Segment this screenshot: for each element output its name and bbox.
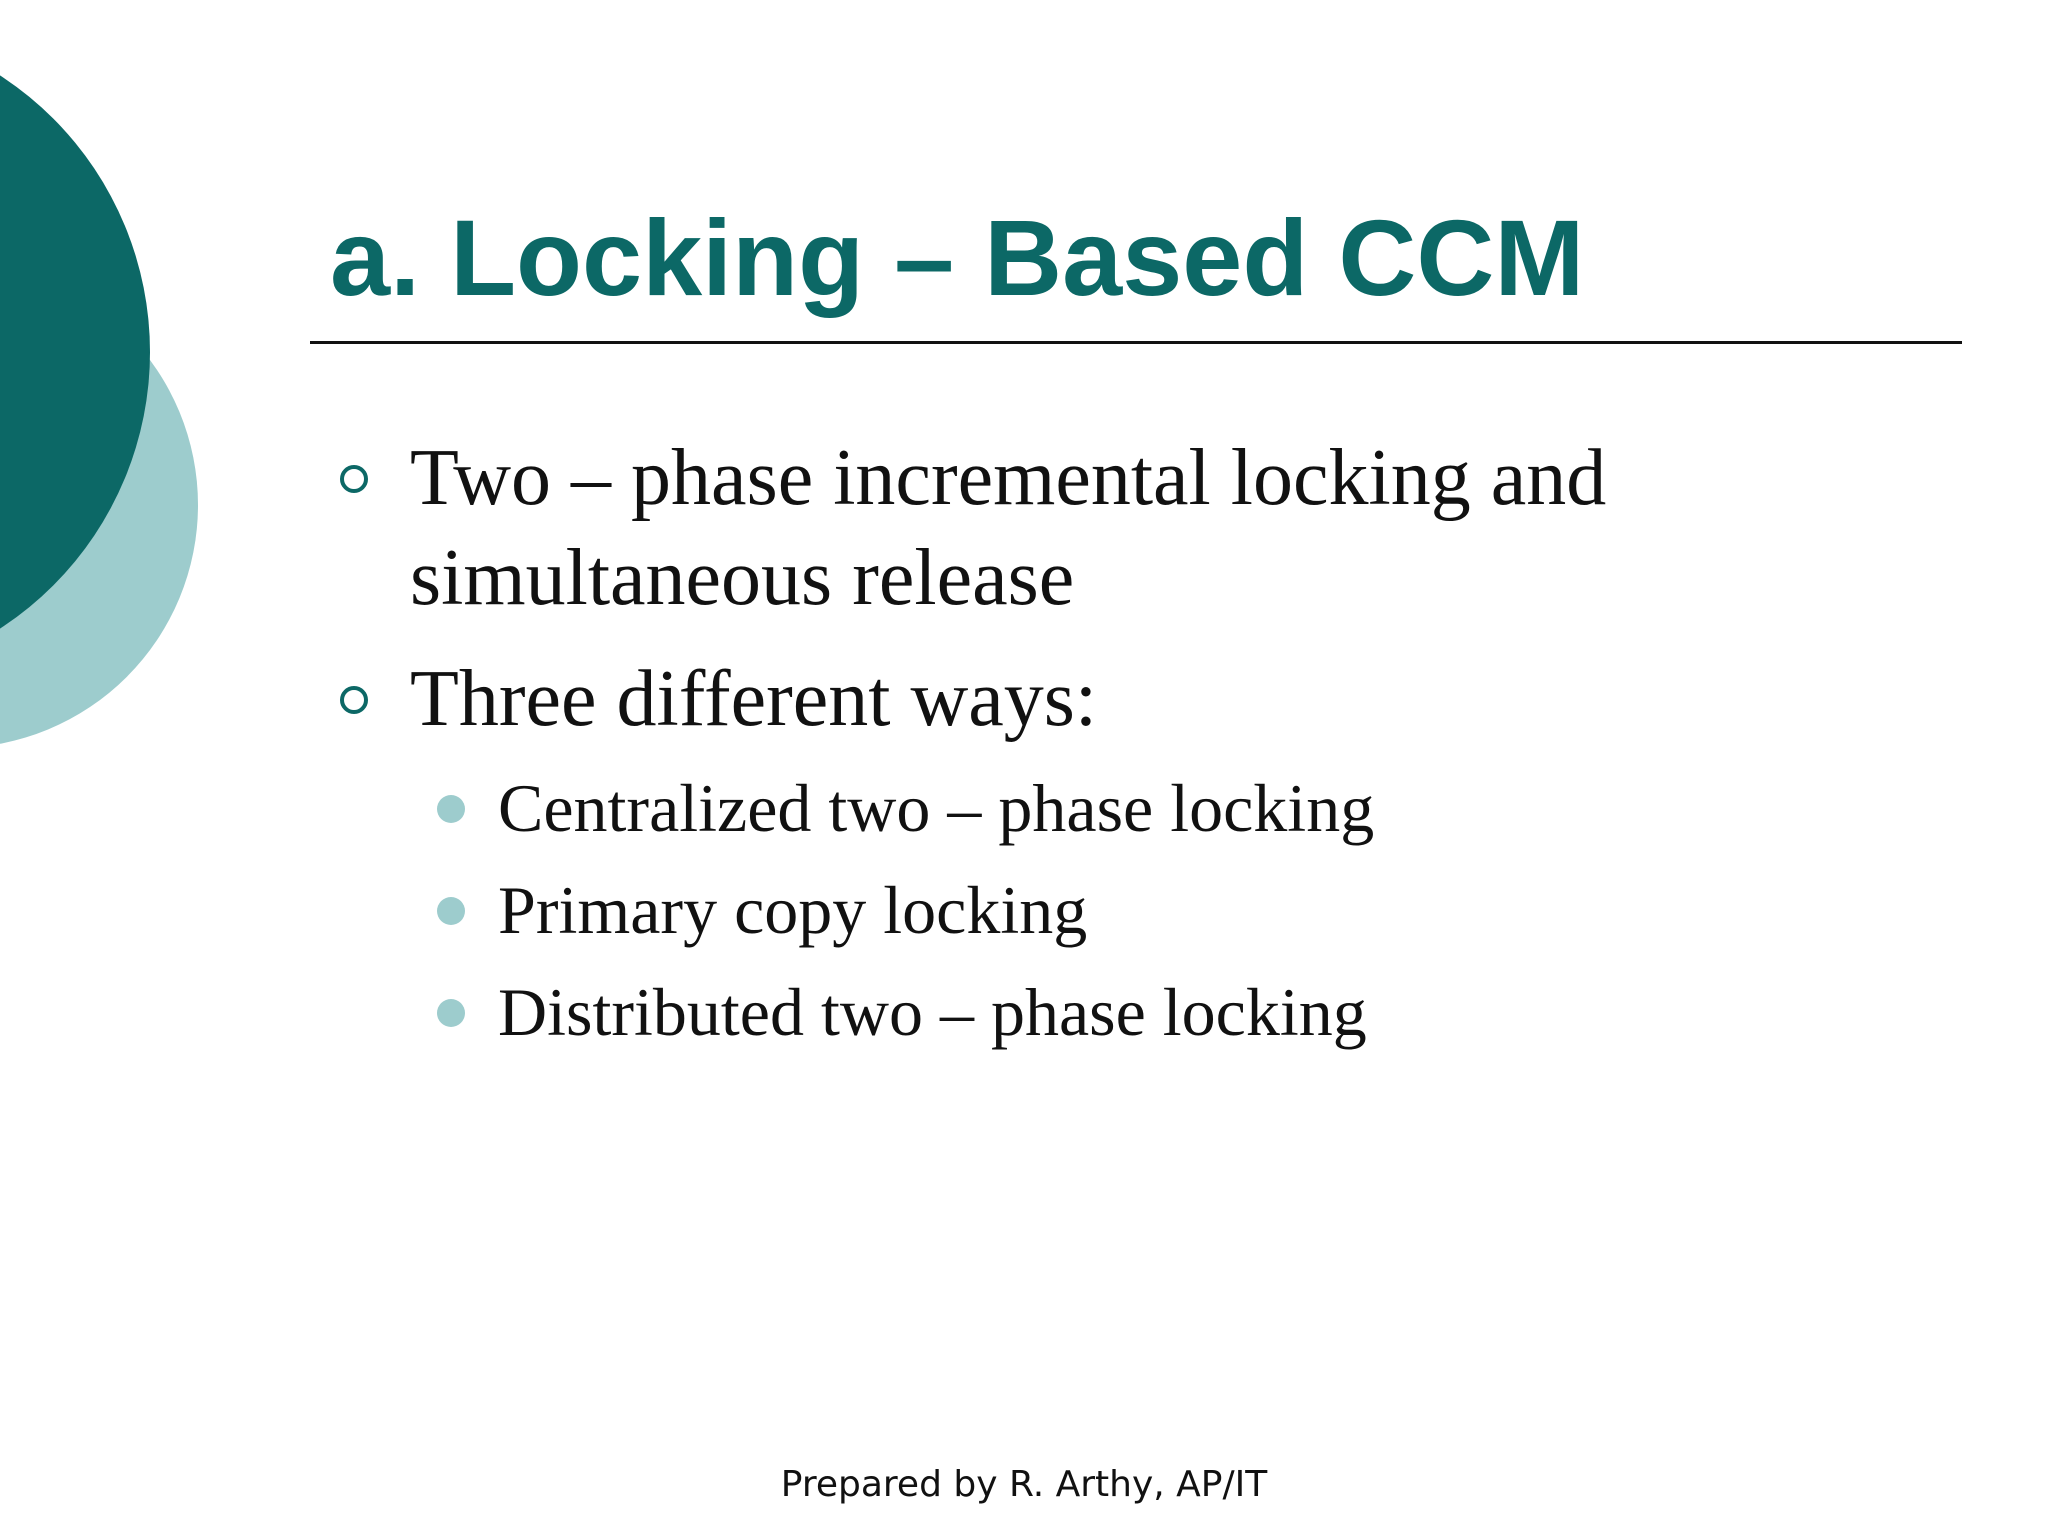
slide-footer: Prepared by R. Arthy, AP/IT xyxy=(780,1464,1268,1505)
bullet-item-1-line-2: simultaneous release xyxy=(410,534,1075,622)
filled-circle-icon xyxy=(437,897,465,925)
hollow-circle-icon xyxy=(340,465,368,493)
sub-item-distributed: Distributed two – phase locking xyxy=(498,974,1367,1050)
slide-title: a. Locking – Based CCM xyxy=(330,197,1585,318)
hollow-circle-icon xyxy=(340,686,368,714)
filled-circle-icon xyxy=(437,795,465,823)
bullet-item-2: Three different ways: xyxy=(410,655,1098,743)
sub-item-centralized: Centralized two – phase locking xyxy=(498,770,1375,846)
sub-item-primary-copy: Primary copy locking xyxy=(498,872,1088,948)
bullet-item-1-line-1: Two – phase incremental locking and xyxy=(410,434,1607,522)
filled-circle-icon xyxy=(437,999,465,1027)
